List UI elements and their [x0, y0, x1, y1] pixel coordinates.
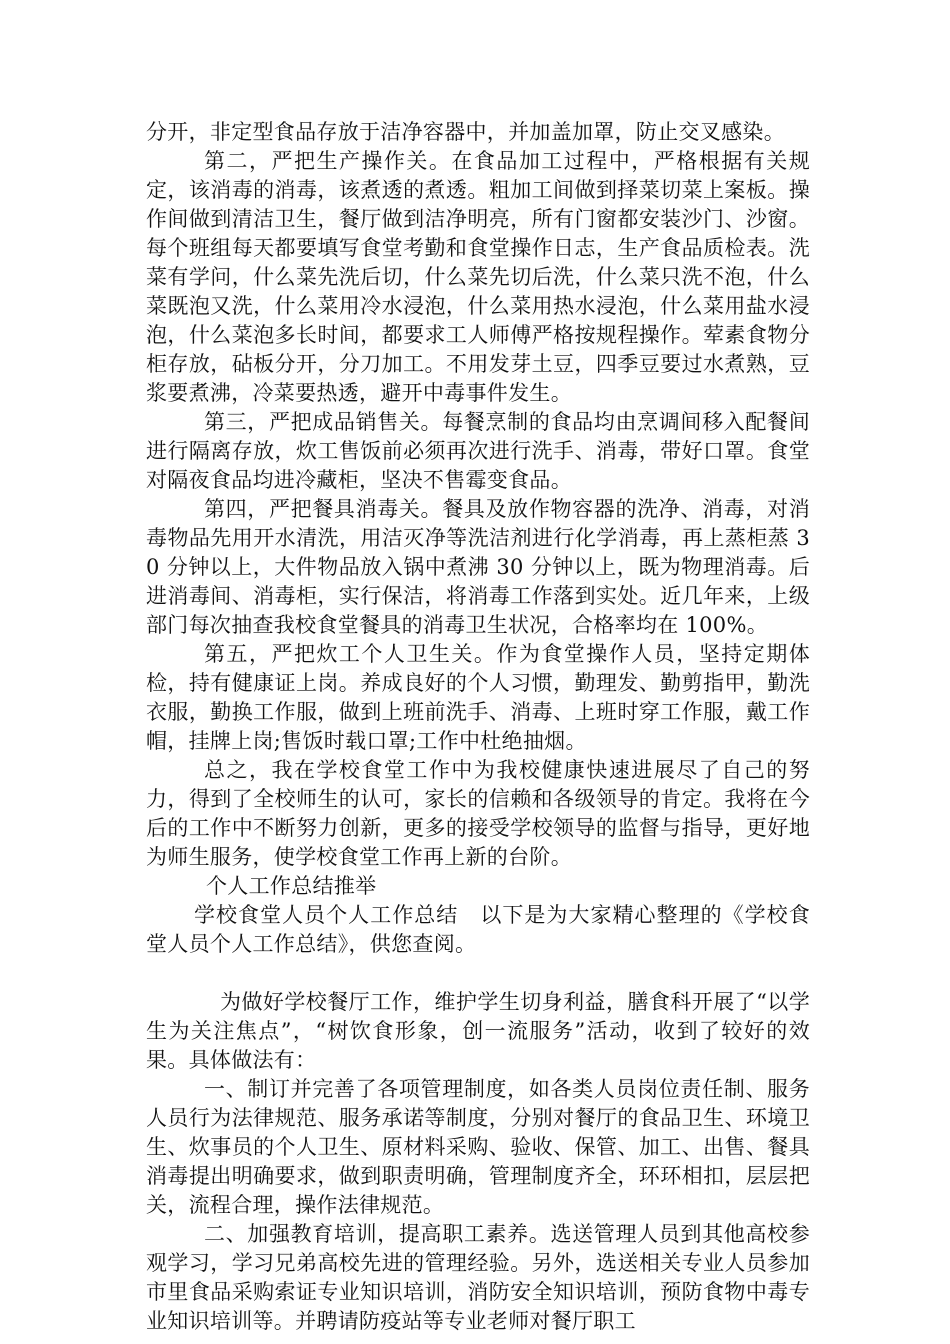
paragraph-tableware-disinfection: 第四，严把餐具消毒关。餐具及放作物容器的洗净、消毒，对消毒物品先用开水清洗，用洁灭净等洗洁剂进行化学消毒，再上蒸柜蒸 30 分钟以上，大件物品放入锅中煮沸 30 分钟以上，既为物理消毒。后进消毒间、消毒柜，实行保洁，将消毒工作落到实处。近几年来，上级部门每次抽查我校食堂餐具的消毒卫生状况，合格率均在 100%。 — [146, 497, 810, 637]
paragraph-intro: 学校食堂人员个人工作总结 以下是为大家精心整理的《学校食堂人员个人工作总结》，供您查阅。 — [146, 903, 810, 956]
section-heading: 个人工作总结推举 — [206, 874, 377, 898]
paragraph-production-control: 第二，严把生产操作关。在食品加工过程中，严格根据有关规定，该消毒的消毒，该煮透的煮透。粗加工间做到择菜切菜上案板。操作间做到清洁卫生，餐厅做到洁净明亮，所有门窗都安装沙门、沙窗。每个班组每天都要填写食堂考勤和食堂操作日志，生产食品质检表。洗菜有学问，什么菜先洗后切，什么菜先切后洗，什么菜只洗不泡，什么菜既泡又洗，什么菜用冷水浸泡，什么菜用热水浸泡，什么菜用盐水浸泡，什么菜泡多长时间，都要求工人师傅严格按规程操作。荤素食物分柜存放，砧板分开，分刀加工。不用发芽土豆，四季豆要过水煮熟，豆浆要煮沸，冷菜要热透，避开中毒事件发生。 — [146, 149, 810, 405]
paragraph-cafeteria-work: 为做好学校餐厅工作，维护学生切身利益，膳食科开展了“以学生为关注焦点”，“树饮食形象，创一流服务”活动，收到了较好的效果。具体做法有： — [146, 990, 810, 1072]
paragraph-conclusion: 总之，我在学校食堂工作中为我校健康快速进展尽了自己的努力，得到了全校师生的认可，家长的信赖和各级领导的肯定。我将在今后的工作中不断努力创新，更多的接受学校领导的监督与指导，更好地为师生服务，使学校食堂工作再上新的台阶。 — [146, 758, 810, 869]
paragraph-storage-continued: 分开，非定型食品存放于洁净容器中，并加盖加罩，防止交叉感染。 — [146, 120, 785, 144]
paragraph-finished-product-control: 第三，严把成品销售关。每餐烹制的食品均由烹调间移入配餐间进行隔离存放，炊工售饭前必须再次进行洗手、消毒，带好口罩。食堂对隔夜食品均进冷藏柜，坚决不售霉变食品。 — [146, 410, 810, 492]
paragraph-personal-hygiene: 第五，严把炊工个人卫生关。作为食堂操作人员，坚持定期体检，持有健康证上岗。养成良好的个人习惯，勤理发、勤剪指甲，勤洗衣服，勤换工作服，做到上班前洗手、消毒、上班时穿工作服，戴工作帽，挂牌上岗;售饭时载口罩;工作中杜绝抽烟。 — [146, 642, 810, 753]
paragraph-staff-training: 二、加强教育培训，提高职工素养。选送管理人员到其他高校参观学习，学习兄弟高校先进的管理经验。另外，选送相关专业人员参加市里食品采购索证专业知识培训，消防安全知识培训，预防食物中毒专业知识培训等。并聘请防疫站等专业老师对餐厅职工 — [146, 1222, 810, 1333]
document-page — [146, 118, 810, 1336]
paragraph-management-system: 一、制订并完善了各项管理制度，如各类人员岗位责任制、服务人员行为法律规范、服务承诺等制度，分别对餐厅的食品卫生、环境卫生、炊事员的个人卫生、原材料采购、验收、保管、加工、出售、餐具消毒提出明确要求，做到职责明确，管理制度齐全，环环相扣，层层把关，流程合理，操作法律规范。 — [146, 1077, 810, 1217]
